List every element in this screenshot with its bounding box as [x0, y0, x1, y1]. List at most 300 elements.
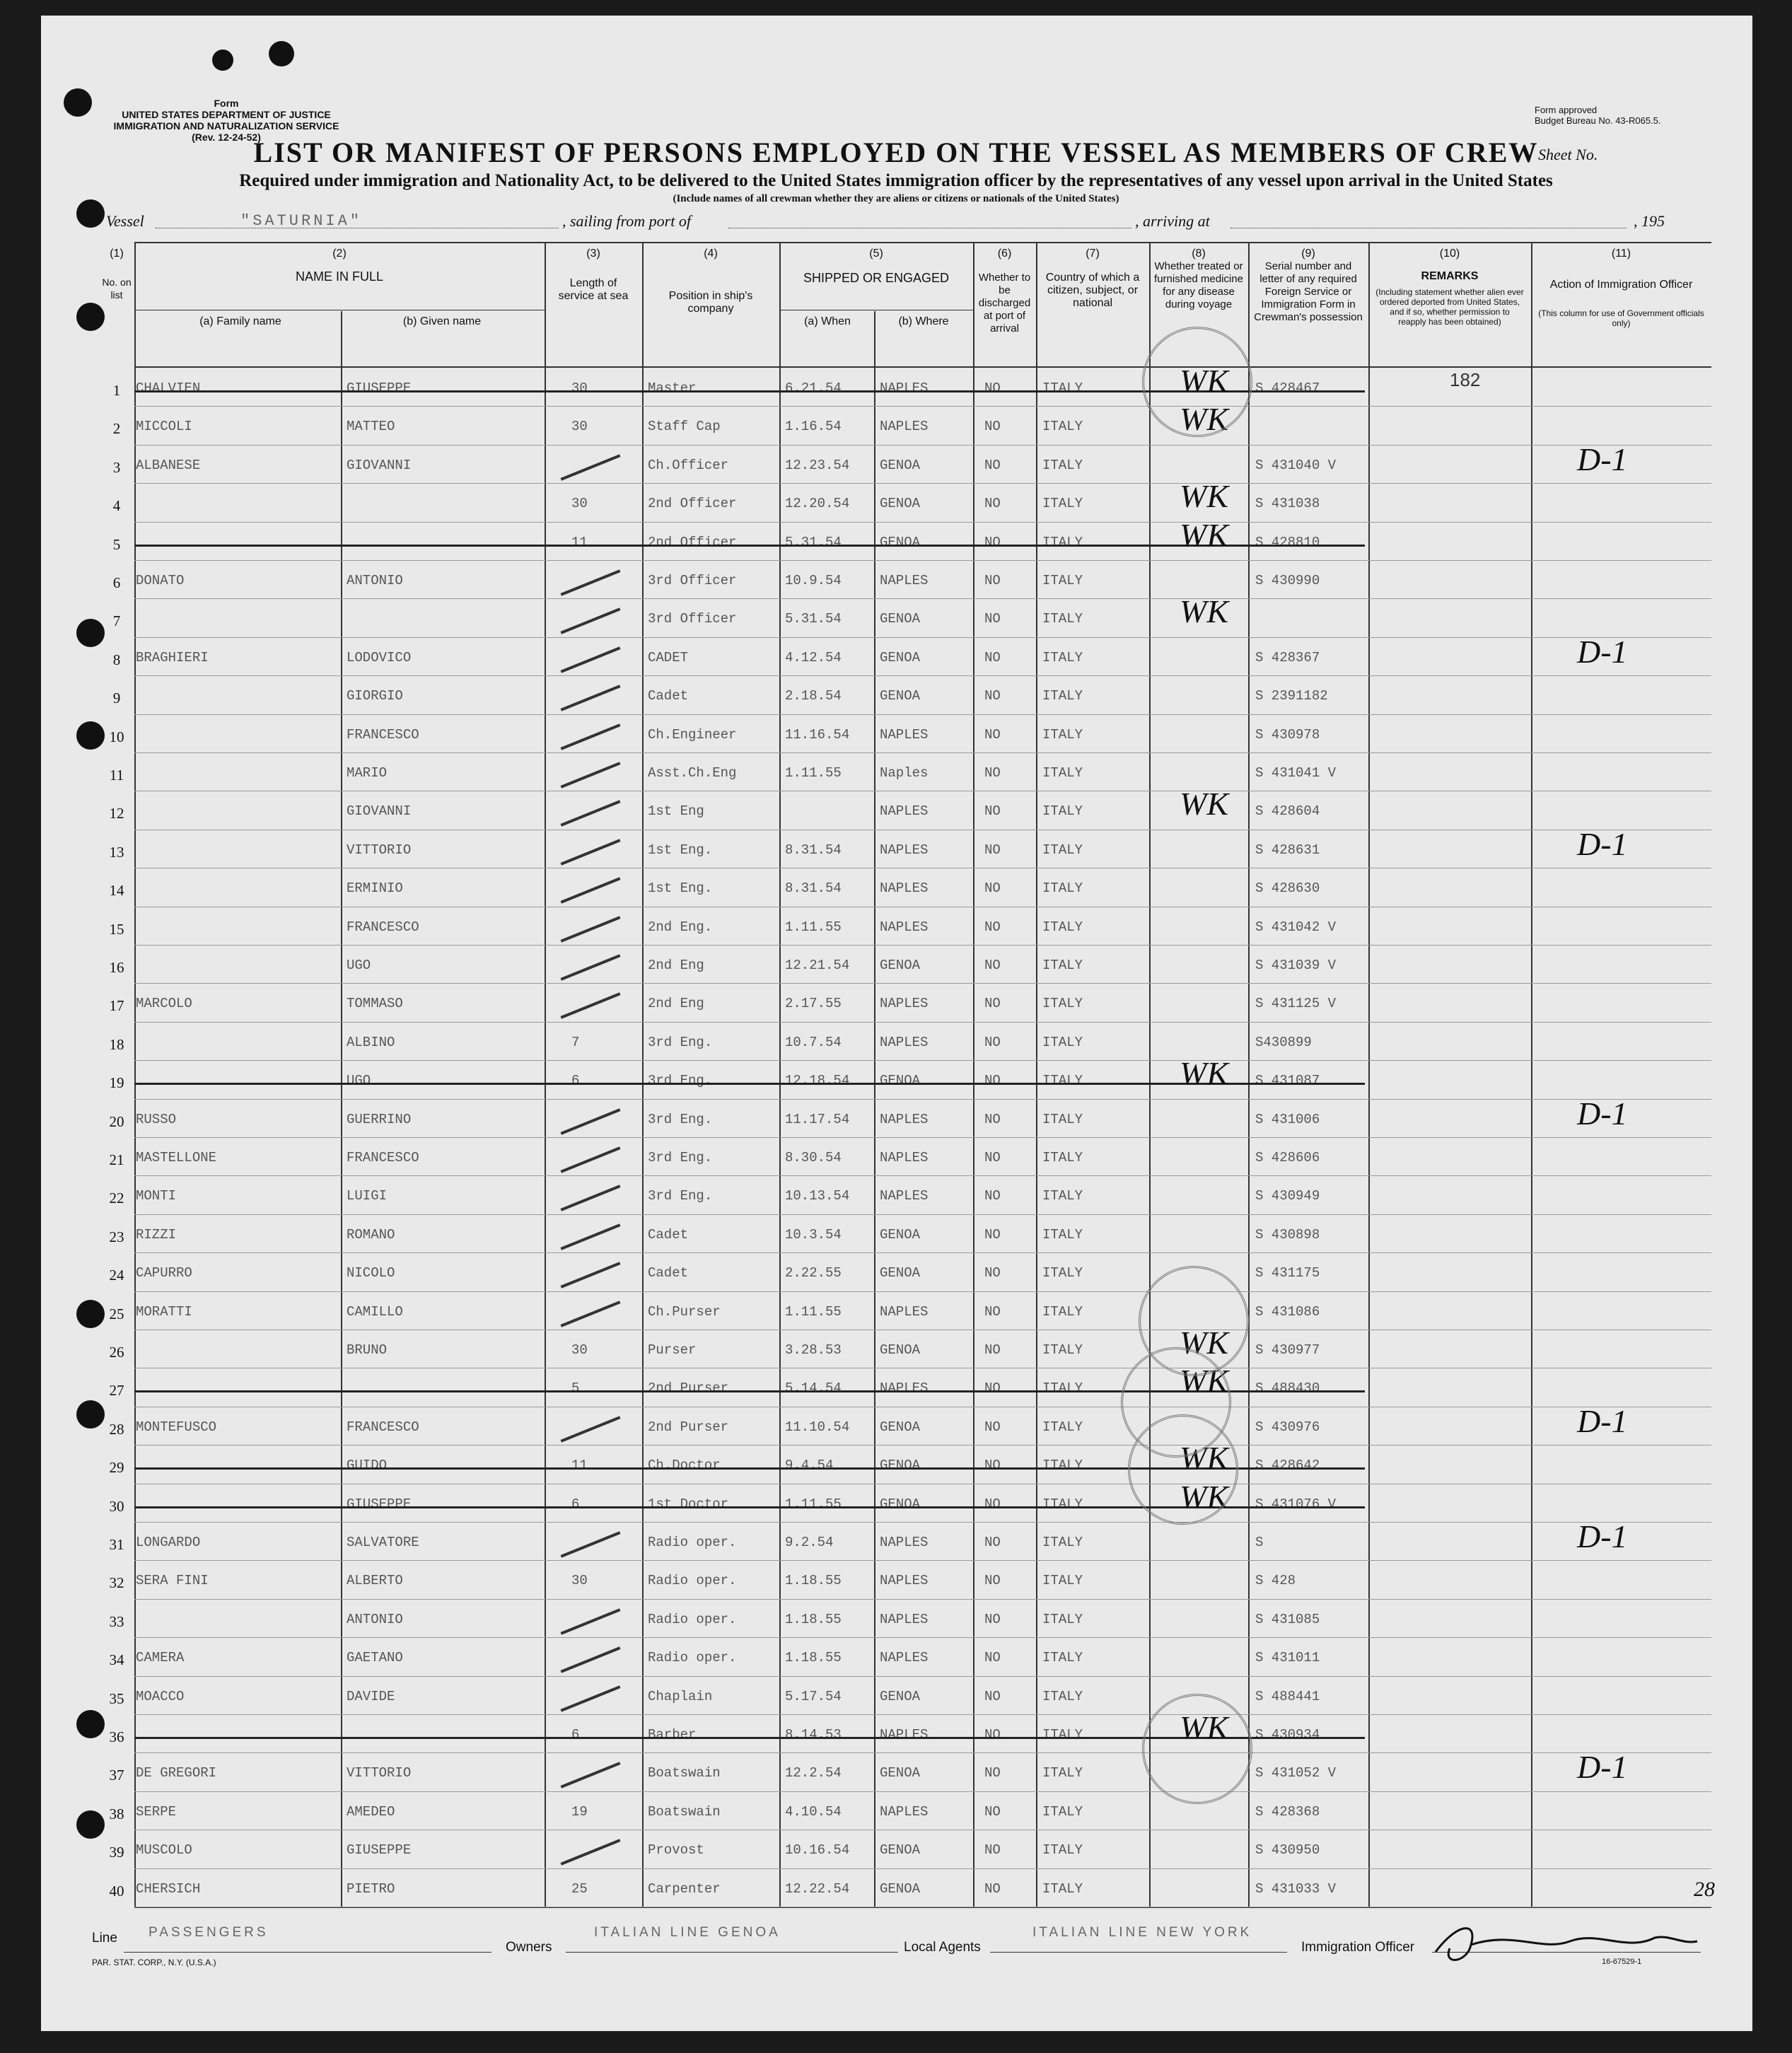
- cell-serial[interactable]: S 431039 V: [1255, 958, 1337, 973]
- cell-country[interactable]: ITALY: [1042, 765, 1083, 781]
- cell-given[interactable]: GAETANO: [347, 1650, 403, 1666]
- cell-country[interactable]: ITALY: [1042, 1034, 1083, 1050]
- cell-dis[interactable]: NO: [984, 1535, 1001, 1550]
- cell-service[interactable]: 25: [571, 1880, 588, 1897]
- cell-position[interactable]: Chaplain: [648, 1688, 713, 1704]
- cell-serial[interactable]: S 430934: [1255, 1727, 1320, 1743]
- cell-country[interactable]: ITALY: [1042, 1458, 1083, 1474]
- cell-country[interactable]: ITALY: [1042, 1650, 1083, 1666]
- cell-family[interactable]: MONTEFUSCO: [136, 1419, 217, 1435]
- cell-service[interactable]: 30: [571, 496, 588, 512]
- cell-where[interactable]: GENOA: [880, 1265, 921, 1281]
- cell-country[interactable]: ITALY: [1042, 1380, 1083, 1397]
- cell-where[interactable]: GENOA: [880, 1419, 921, 1435]
- cell-where[interactable]: Naples: [880, 765, 929, 781]
- cell-given[interactable]: GIOVANNI: [347, 457, 412, 473]
- cell-position[interactable]: 1st Eng: [648, 803, 704, 820]
- cell-serial[interactable]: S 428604: [1255, 803, 1320, 820]
- cell-country[interactable]: ITALY: [1042, 1265, 1083, 1281]
- cell-position[interactable]: Master: [648, 380, 697, 396]
- cell-where[interactable]: NAPLES: [880, 842, 929, 858]
- cell-serial[interactable]: S 431006: [1255, 1111, 1320, 1127]
- cell-family[interactable]: CAPURRO: [136, 1265, 192, 1281]
- cell-remark[interactable]: 182: [1450, 369, 1481, 390]
- cell-position[interactable]: Ch.Doctor: [648, 1458, 721, 1474]
- cell-where[interactable]: NAPLES: [880, 1727, 929, 1743]
- cell-dis[interactable]: NO: [984, 573, 1001, 588]
- cell-family[interactable]: ALBANESE: [136, 457, 201, 473]
- cell-when[interactable]: 12.18.54: [785, 1073, 850, 1089]
- cell-service[interactable]: 19: [571, 1803, 588, 1820]
- cell-country[interactable]: ITALY: [1042, 1765, 1083, 1781]
- cell-dis[interactable]: NO: [984, 1111, 1001, 1127]
- cell-family[interactable]: MUSCOLO: [136, 1842, 192, 1859]
- cell-where[interactable]: GENOA: [880, 457, 921, 473]
- cell-serial[interactable]: S 428810: [1255, 534, 1320, 550]
- cell-serial[interactable]: S 431175: [1255, 1265, 1320, 1281]
- cell-where[interactable]: GENOA: [880, 1226, 921, 1243]
- cell-where[interactable]: NAPLES: [880, 419, 929, 435]
- cell-country[interactable]: ITALY: [1042, 1727, 1083, 1743]
- cell-service[interactable]: 30: [571, 1342, 588, 1358]
- cell-dis[interactable]: NO: [984, 1073, 1001, 1089]
- cell-given[interactable]: UGO: [347, 958, 371, 973]
- cell-country[interactable]: ITALY: [1042, 1226, 1083, 1243]
- cell-serial[interactable]: S 430950: [1255, 1842, 1320, 1859]
- cell-when[interactable]: 12.2.54: [785, 1765, 842, 1781]
- cell-service[interactable]: 7: [571, 1034, 580, 1050]
- cell-country[interactable]: ITALY: [1042, 1842, 1083, 1859]
- cell-country[interactable]: ITALY: [1042, 1573, 1083, 1589]
- cell-dis[interactable]: NO: [984, 1803, 1001, 1820]
- cell-country[interactable]: ITALY: [1042, 1150, 1083, 1165]
- cell-position[interactable]: Carpenter: [648, 1880, 721, 1897]
- cell-where[interactable]: GENOA: [880, 1688, 921, 1704]
- cell-dis[interactable]: NO: [984, 1419, 1001, 1435]
- cell-given[interactable]: FRANCESCO: [347, 919, 419, 935]
- cell-position[interactable]: 3rd Eng.: [648, 1188, 713, 1204]
- cell-dis[interactable]: NO: [984, 1380, 1001, 1397]
- cell-position[interactable]: 2nd Purser: [648, 1380, 729, 1397]
- cell-when[interactable]: 1.11.55: [785, 765, 842, 781]
- cell-when[interactable]: 1.16.54: [785, 419, 842, 435]
- cell-where[interactable]: NAPLES: [880, 996, 929, 1012]
- cell-when[interactable]: 3.28.53: [785, 1342, 842, 1358]
- cell-country[interactable]: ITALY: [1042, 649, 1083, 665]
- cell-position[interactable]: 1st Eng.: [648, 880, 713, 897]
- cell-serial[interactable]: S 431125 V: [1255, 996, 1337, 1012]
- cell-where[interactable]: NAPLES: [880, 1611, 929, 1627]
- cell-where[interactable]: GENOA: [880, 958, 921, 973]
- cell-country[interactable]: ITALY: [1042, 573, 1083, 588]
- cell-given[interactable]: PIETRO: [347, 1880, 395, 1897]
- cell-dis[interactable]: NO: [984, 1727, 1001, 1743]
- cell-dis[interactable]: NO: [984, 1611, 1001, 1627]
- cell-where[interactable]: NAPLES: [880, 1150, 929, 1165]
- cell-given[interactable]: MARIO: [347, 765, 388, 781]
- cell-where[interactable]: GENOA: [880, 1765, 921, 1781]
- cell-when[interactable]: 10.7.54: [785, 1034, 842, 1050]
- cell-family[interactable]: RIZZI: [136, 1226, 177, 1243]
- cell-given[interactable]: GUIDO: [347, 1458, 388, 1474]
- cell-serial[interactable]: S 430949: [1255, 1188, 1320, 1204]
- cell-given[interactable]: VITTORIO: [347, 1765, 412, 1781]
- cell-where[interactable]: NAPLES: [880, 1303, 929, 1320]
- cell-when[interactable]: 4.12.54: [785, 649, 842, 665]
- cell-family[interactable]: CHERSICH: [136, 1880, 201, 1897]
- cell-position[interactable]: 3rd Officer: [648, 611, 737, 627]
- cell-given[interactable]: TOMMASO: [347, 996, 403, 1012]
- cell-when[interactable]: 8.31.54: [785, 880, 842, 897]
- cell-family[interactable]: DONATO: [136, 573, 185, 588]
- cell-country[interactable]: ITALY: [1042, 726, 1083, 743]
- cell-country[interactable]: ITALY: [1042, 1688, 1083, 1704]
- cell-where[interactable]: GENOA: [880, 534, 921, 550]
- cell-given[interactable]: ERMINIO: [347, 880, 403, 897]
- cell-serial[interactable]: S430899: [1255, 1034, 1312, 1050]
- cell-where[interactable]: GENOA: [880, 1496, 921, 1512]
- cell-position[interactable]: Radio oper.: [648, 1535, 737, 1550]
- cell-country[interactable]: ITALY: [1042, 1535, 1083, 1550]
- cell-position[interactable]: Radio oper.: [648, 1573, 737, 1589]
- cell-when[interactable]: 2.17.55: [785, 996, 842, 1012]
- cell-given[interactable]: ANTONIO: [347, 573, 403, 588]
- cell-serial[interactable]: S 488430: [1255, 1380, 1320, 1397]
- cell-dis[interactable]: NO: [984, 1265, 1001, 1281]
- cell-service[interactable]: 11: [571, 534, 588, 550]
- cell-when[interactable]: 10.3.54: [785, 1226, 842, 1243]
- cell-position[interactable]: 2nd Officer: [648, 496, 737, 512]
- cell-serial[interactable]: S 428368: [1255, 1803, 1320, 1820]
- cell-position[interactable]: Purser: [648, 1342, 697, 1358]
- cell-where[interactable]: GENOA: [880, 688, 921, 704]
- cell-given[interactable]: GIUSEPPE: [347, 1842, 412, 1859]
- cell-service[interactable]: 30: [571, 419, 588, 435]
- cell-country[interactable]: ITALY: [1042, 1803, 1083, 1820]
- cell-given[interactable]: NICOLO: [347, 1265, 395, 1281]
- cell-family[interactable]: MARCOLO: [136, 996, 192, 1012]
- cell-serial[interactable]: S 428631: [1255, 842, 1320, 858]
- cell-when[interactable]: 2.22.55: [785, 1265, 842, 1281]
- cell-where[interactable]: NAPLES: [880, 1380, 929, 1397]
- cell-dis[interactable]: NO: [984, 1188, 1001, 1204]
- cell-position[interactable]: Radio oper.: [648, 1650, 737, 1666]
- cell-when[interactable]: 12.20.54: [785, 496, 850, 512]
- cell-family[interactable]: RUSSO: [136, 1111, 177, 1127]
- cell-serial[interactable]: S 428642: [1255, 1458, 1320, 1474]
- cell-service[interactable]: 11: [571, 1458, 588, 1474]
- cell-given[interactable]: ANTONIO: [347, 1611, 403, 1627]
- cell-dis[interactable]: NO: [984, 765, 1001, 781]
- cell-position[interactable]: 3rd Eng.: [648, 1034, 713, 1050]
- cell-family[interactable]: CAMERA: [136, 1650, 185, 1666]
- cell-serial[interactable]: S 430978: [1255, 726, 1320, 743]
- cell-dis[interactable]: NO: [984, 1226, 1001, 1243]
- cell-when[interactable]: 5.31.54: [785, 534, 842, 550]
- cell-where[interactable]: GENOA: [880, 1342, 921, 1358]
- cell-country[interactable]: ITALY: [1042, 996, 1083, 1012]
- cell-where[interactable]: NAPLES: [880, 1573, 929, 1589]
- cell-position[interactable]: Cadet: [648, 1226, 689, 1243]
- cell-when[interactable]: 1.18.55: [785, 1650, 842, 1666]
- cell-when[interactable]: 4.10.54: [785, 1803, 842, 1820]
- cell-when[interactable]: 10.16.54: [785, 1842, 850, 1859]
- cell-position[interactable]: Cadet: [648, 1265, 689, 1281]
- cell-family[interactable]: MONTI: [136, 1188, 177, 1204]
- cell-position[interactable]: 2nd Officer: [648, 534, 737, 550]
- cell-position[interactable]: Boatswain: [648, 1765, 721, 1781]
- cell-country[interactable]: ITALY: [1042, 457, 1083, 473]
- cell-where[interactable]: NAPLES: [880, 380, 929, 396]
- cell-dis[interactable]: NO: [984, 1573, 1001, 1589]
- cell-serial[interactable]: S 430898: [1255, 1226, 1320, 1243]
- cell-where[interactable]: NAPLES: [880, 880, 929, 897]
- cell-dis[interactable]: NO: [984, 534, 1001, 550]
- cell-country[interactable]: ITALY: [1042, 1611, 1083, 1627]
- cell-when[interactable]: 5.17.54: [785, 1688, 842, 1704]
- cell-position[interactable]: Barber: [648, 1727, 697, 1743]
- cell-serial[interactable]: S 431038: [1255, 496, 1320, 512]
- cell-dis[interactable]: NO: [984, 880, 1001, 897]
- cell-given[interactable]: FRANCESCO: [347, 1419, 419, 1435]
- cell-family[interactable]: DE GREGORI: [136, 1765, 217, 1781]
- cell-position[interactable]: Staff Cap: [648, 419, 721, 435]
- cell-given[interactable]: ALBERTO: [347, 1573, 403, 1589]
- cell-service[interactable]: 30: [571, 380, 588, 396]
- cell-where[interactable]: GENOA: [880, 1073, 921, 1089]
- cell-family[interactable]: SERA FINI: [136, 1573, 209, 1589]
- cell-dis[interactable]: NO: [984, 1842, 1001, 1859]
- cell-country[interactable]: ITALY: [1042, 1496, 1083, 1512]
- cell-when[interactable]: 12.22.54: [785, 1880, 850, 1897]
- cell-country[interactable]: ITALY: [1042, 380, 1083, 396]
- cell-when[interactable]: 10.9.54: [785, 573, 842, 588]
- cell-dis[interactable]: NO: [984, 842, 1001, 858]
- cell-country[interactable]: ITALY: [1042, 958, 1083, 973]
- cell-given[interactable]: SALVATORE: [347, 1535, 419, 1550]
- vessel-name[interactable]: "SATURNIA": [240, 212, 363, 230]
- cell-dis[interactable]: NO: [984, 496, 1001, 512]
- cell-given[interactable]: GIUSEPPE: [347, 1496, 412, 1512]
- cell-dis[interactable]: NO: [984, 1880, 1001, 1897]
- cell-given[interactable]: DAVIDE: [347, 1688, 395, 1704]
- cell-country[interactable]: ITALY: [1042, 1111, 1083, 1127]
- cell-serial[interactable]: S: [1255, 1535, 1264, 1550]
- cell-where[interactable]: NAPLES: [880, 1034, 929, 1050]
- cell-dis[interactable]: NO: [984, 649, 1001, 665]
- cell-given[interactable]: VITTORIO: [347, 842, 412, 858]
- cell-where[interactable]: GENOA: [880, 1458, 921, 1474]
- cell-family[interactable]: MICCOLI: [136, 419, 192, 435]
- cell-dis[interactable]: NO: [984, 726, 1001, 743]
- cell-when[interactable]: 11.17.54: [785, 1111, 850, 1127]
- cell-family[interactable]: CHALVIEN: [136, 380, 201, 396]
- cell-when[interactable]: 9.4.54: [785, 1458, 834, 1474]
- cell-given[interactable]: GIUSEPPE: [347, 380, 412, 396]
- cell-position[interactable]: Ch.Engineer: [648, 726, 737, 743]
- cell-serial[interactable]: S 431052 V: [1255, 1765, 1337, 1781]
- cell-serial[interactable]: S 431011: [1255, 1650, 1320, 1666]
- cell-serial[interactable]: S 431033 V: [1255, 1880, 1337, 1897]
- cell-when[interactable]: 6.21.54: [785, 380, 842, 396]
- cell-given[interactable]: GIORGIO: [347, 688, 403, 704]
- cell-where[interactable]: NAPLES: [880, 1111, 929, 1127]
- cell-where[interactable]: NAPLES: [880, 726, 929, 743]
- cell-dis[interactable]: NO: [984, 1650, 1001, 1666]
- cell-position[interactable]: 3rd Eng.: [648, 1073, 713, 1089]
- cell-position[interactable]: 3rd Officer: [648, 573, 737, 588]
- cell-given[interactable]: BRUNO: [347, 1342, 388, 1358]
- cell-given[interactable]: UGO: [347, 1073, 371, 1089]
- cell-dis[interactable]: NO: [984, 1496, 1001, 1512]
- cell-when[interactable]: 8.30.54: [785, 1150, 842, 1165]
- cell-serial[interactable]: S 431087: [1255, 1073, 1320, 1089]
- cell-family[interactable]: MORATTI: [136, 1303, 192, 1320]
- owners-value[interactable]: ITALIAN LINE GENOA: [594, 1925, 781, 1940]
- cell-position[interactable]: Asst.Ch.Eng: [648, 765, 737, 781]
- cell-serial[interactable]: S 488441: [1255, 1688, 1320, 1704]
- cell-where[interactable]: NAPLES: [880, 803, 929, 820]
- cell-position[interactable]: 1st Doctor: [648, 1496, 729, 1512]
- cell-dis[interactable]: NO: [984, 803, 1001, 820]
- cell-where[interactable]: NAPLES: [880, 1803, 929, 1820]
- agents-value[interactable]: ITALIAN LINE NEW YORK: [1032, 1925, 1252, 1940]
- cell-country[interactable]: ITALY: [1042, 1342, 1083, 1358]
- cell-service[interactable]: 6: [571, 1073, 580, 1089]
- cell-given[interactable]: AMEDEO: [347, 1803, 395, 1820]
- cell-country[interactable]: ITALY: [1042, 919, 1083, 935]
- cell-when[interactable]: 1.11.55: [785, 919, 842, 935]
- cell-family[interactable]: MASTELLONE: [136, 1150, 217, 1165]
- cell-dis[interactable]: NO: [984, 1034, 1001, 1050]
- cell-position[interactable]: Cadet: [648, 688, 689, 704]
- cell-when[interactable]: 1.11.55: [785, 1303, 842, 1320]
- cell-given[interactable]: CAMILLO: [347, 1303, 403, 1320]
- cell-when[interactable]: 2.18.54: [785, 688, 842, 704]
- cell-when[interactable]: 1.18.55: [785, 1611, 842, 1627]
- cell-service[interactable]: 6: [571, 1496, 580, 1512]
- cell-serial[interactable]: S 428467: [1255, 380, 1320, 396]
- cell-country[interactable]: ITALY: [1042, 803, 1083, 820]
- cell-given[interactable]: GIOVANNI: [347, 803, 412, 820]
- cell-country[interactable]: ITALY: [1042, 688, 1083, 704]
- cell-position[interactable]: 2nd Purser: [648, 1419, 729, 1435]
- cell-country[interactable]: ITALY: [1042, 1880, 1083, 1897]
- cell-given[interactable]: LODOVICO: [347, 649, 412, 665]
- cell-service[interactable]: 30: [571, 1573, 588, 1589]
- cell-serial[interactable]: S 428606: [1255, 1150, 1320, 1165]
- cell-serial[interactable]: S 2391182: [1255, 688, 1328, 704]
- cell-service[interactable]: 5: [571, 1380, 580, 1397]
- cell-dis[interactable]: NO: [984, 688, 1001, 704]
- cell-family[interactable]: SERPE: [136, 1803, 177, 1820]
- cell-when[interactable]: 11.16.54: [785, 726, 850, 743]
- cell-given[interactable]: ROMANO: [347, 1226, 395, 1243]
- cell-given[interactable]: MATTEO: [347, 419, 395, 435]
- cell-country[interactable]: ITALY: [1042, 496, 1083, 512]
- cell-country[interactable]: ITALY: [1042, 1303, 1083, 1320]
- cell-when[interactable]: 9.2.54: [785, 1535, 834, 1550]
- cell-serial[interactable]: S 431042 V: [1255, 919, 1337, 935]
- cell-dis[interactable]: NO: [984, 958, 1001, 973]
- cell-family[interactable]: LONGARDO: [136, 1535, 201, 1550]
- cell-given[interactable]: ALBINO: [347, 1034, 395, 1050]
- cell-where[interactable]: NAPLES: [880, 919, 929, 935]
- cell-when[interactable]: 1.11.55: [785, 1496, 842, 1512]
- cell-country[interactable]: ITALY: [1042, 1188, 1083, 1204]
- cell-where[interactable]: GENOA: [880, 496, 921, 512]
- cell-dis[interactable]: NO: [984, 1150, 1001, 1165]
- cell-position[interactable]: Radio oper.: [648, 1611, 737, 1627]
- cell-serial[interactable]: S 431085: [1255, 1611, 1320, 1627]
- cell-position[interactable]: 2nd Eng: [648, 958, 704, 973]
- cell-service[interactable]: 6: [571, 1727, 580, 1743]
- cell-serial[interactable]: S 430976: [1255, 1419, 1320, 1435]
- cell-where[interactable]: NAPLES: [880, 573, 929, 588]
- cell-serial[interactable]: S 431086: [1255, 1303, 1320, 1320]
- cell-serial[interactable]: S 430977: [1255, 1342, 1320, 1358]
- cell-country[interactable]: ITALY: [1042, 611, 1083, 627]
- cell-when[interactable]: 12.23.54: [785, 457, 850, 473]
- cell-country[interactable]: ITALY: [1042, 880, 1083, 897]
- cell-serial[interactable]: S 431041 V: [1255, 765, 1337, 781]
- line-value[interactable]: PASSENGERS: [149, 1925, 269, 1940]
- cell-when[interactable]: 11.10.54: [785, 1419, 850, 1435]
- cell-when[interactable]: 8.14.53: [785, 1727, 842, 1743]
- cell-where[interactable]: GENOA: [880, 611, 921, 627]
- cell-family[interactable]: MOACCO: [136, 1688, 185, 1704]
- cell-dis[interactable]: NO: [984, 457, 1001, 473]
- cell-family[interactable]: BRAGHIERI: [136, 649, 209, 665]
- cell-dis[interactable]: NO: [984, 380, 1001, 396]
- cell-given[interactable]: GUERRINO: [347, 1111, 412, 1127]
- cell-when[interactable]: 1.18.55: [785, 1573, 842, 1589]
- cell-given[interactable]: LUIGI: [347, 1188, 388, 1204]
- cell-where[interactable]: NAPLES: [880, 1535, 929, 1550]
- cell-serial[interactable]: S 430990: [1255, 573, 1320, 588]
- cell-dis[interactable]: NO: [984, 1342, 1001, 1358]
- cell-when[interactable]: 5.14.54: [785, 1380, 842, 1397]
- cell-country[interactable]: ITALY: [1042, 1073, 1083, 1089]
- cell-position[interactable]: Provost: [648, 1842, 704, 1859]
- cell-position[interactable]: CADET: [648, 649, 689, 665]
- cell-position[interactable]: 3rd Eng.: [648, 1150, 713, 1165]
- cell-serial[interactable]: S 428: [1255, 1573, 1296, 1589]
- cell-where[interactable]: GENOA: [880, 649, 921, 665]
- cell-dis[interactable]: NO: [984, 611, 1001, 627]
- cell-when[interactable]: 10.13.54: [785, 1188, 850, 1204]
- cell-where[interactable]: NAPLES: [880, 1650, 929, 1666]
- cell-position[interactable]: 2nd Eng.: [648, 919, 713, 935]
- cell-position[interactable]: 3rd Eng.: [648, 1111, 713, 1127]
- cell-position[interactable]: Boatswain: [648, 1803, 721, 1820]
- cell-dis[interactable]: NO: [984, 1458, 1001, 1474]
- cell-when[interactable]: 8.31.54: [785, 842, 842, 858]
- cell-serial[interactable]: S 431076 V: [1255, 1496, 1337, 1512]
- cell-country[interactable]: ITALY: [1042, 419, 1083, 435]
- cell-country[interactable]: ITALY: [1042, 1419, 1083, 1435]
- cell-where[interactable]: GENOA: [880, 1842, 921, 1859]
- cell-serial[interactable]: S 428630: [1255, 880, 1320, 897]
- cell-position[interactable]: 1st Eng.: [648, 842, 713, 858]
- cell-when[interactable]: 12.21.54: [785, 958, 850, 973]
- cell-country[interactable]: ITALY: [1042, 842, 1083, 858]
- cell-where[interactable]: GENOA: [880, 1880, 921, 1897]
- cell-dis[interactable]: NO: [984, 1303, 1001, 1320]
- cell-position[interactable]: Ch.Officer: [648, 457, 729, 473]
- cell-dis[interactable]: NO: [984, 1765, 1001, 1781]
- cell-dis[interactable]: NO: [984, 1688, 1001, 1704]
